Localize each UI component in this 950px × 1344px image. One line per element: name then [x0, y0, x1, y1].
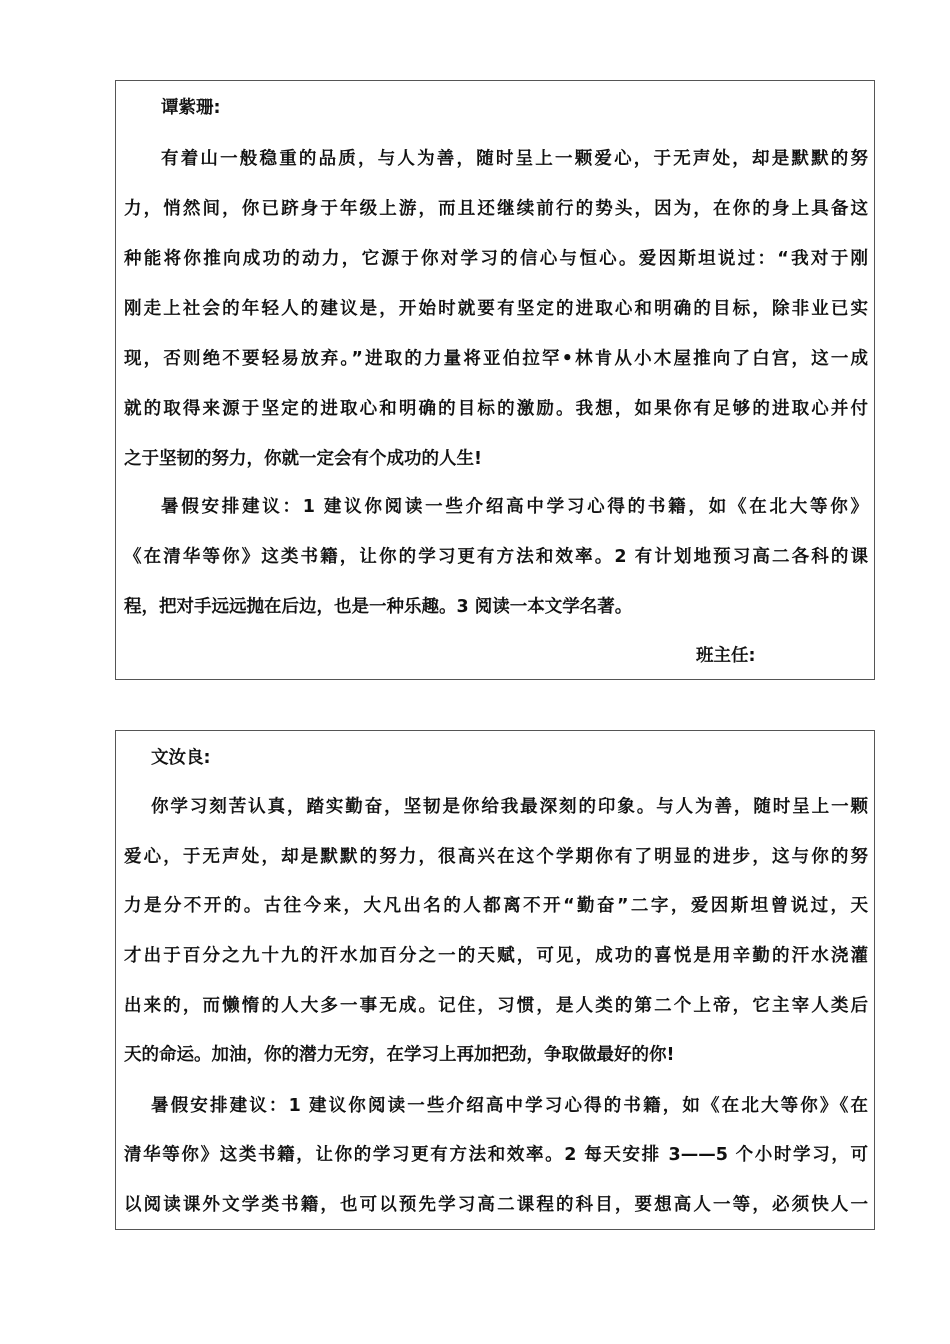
comment-box-2 [115, 730, 875, 1230]
comment-line: 有着山一般稳重的品质，与人为善，随时呈上一颗爱心，于无声处，却是默默的努 [161, 149, 868, 169]
comment-line: 力是分不开的。古往今来，大凡出名的人都离不开“勤奋”二字，爱因斯坦曾说过，天 [124, 896, 868, 916]
advice-line: 暑假安排建议：1 建议你阅读一些介绍高中学习心得的书籍，如《在北大等你》《在 [151, 1096, 868, 1116]
comment-line: 就的取得来源于坚定的进取心和明确的目标的激励。我想，如果你有足够的进取心并付 [124, 399, 868, 419]
comment-line: 你学习刻苦认真，踏实勤奋，坚韧是你给我最深刻的印象。与人为善，随时呈上一颗 [151, 797, 868, 817]
comment-line: 爱心，于无声处，却是默默的努力，很高兴在这个学期你有了明显的进步，这与你的努 [124, 847, 868, 867]
comment-box-1 [115, 80, 875, 680]
comment-line: 天的命运。加油，你的潜力无穷，在学习上再加把劲，争取做最好的你! [124, 1045, 675, 1065]
comment-line: 出来的，而懒惰的人大多一事无成。记住，习惯，是人类的第二个上帝，它主宰人类后 [124, 996, 868, 1016]
student-name: 文汝良: [151, 748, 211, 768]
comment-line: 才出于百分之九十九的汗水加百分之一的天赋，可见，成功的喜悦是用辛勤的汗水浇灌 [124, 946, 868, 966]
comment-line: 力，悄然间，你已跻身于年级上游，而且还继续前行的势头，因为，在你的身上具备这 [124, 199, 868, 219]
advice-line: 程，把对手远远抛在后边，也是一种乐趣。3 阅读一本文学名著。 [124, 597, 633, 617]
advice-line: 以阅读课外文学类书籍，也可以预先学习高二课程的科目，要想高人一等，必须快人一 [124, 1195, 868, 1215]
comment-line: 刚走上社会的年轻人的建议是，开始时就要有坚定的进取心和明确的目标，除非业已实 [124, 299, 868, 319]
student-name: 谭紫珊: [161, 98, 221, 118]
advice-line: 暑假安排建议：1 建议你阅读一些介绍高中学习心得的书籍，如《在北大等你》 [161, 497, 868, 517]
advice-line: 清华等你》这类书籍，让你的学习更有方法和效率。2 每天安排 3——5 个小时学习，可 [124, 1145, 868, 1165]
signature-label: 班主任: [696, 646, 756, 666]
advice-line: 《在清华等你》这类书籍，让你的学习更有方法和效率。2 有计划地预习高二各科的课 [124, 547, 868, 567]
comment-line: 种能将你推向成功的动力，它源于你对学习的信心与恒心。爱因斯坦说过：“我对于刚 [124, 249, 868, 269]
comment-line: 之于坚韧的努力，你就一定会有个成功的人生! [124, 449, 482, 469]
comment-line: 现，否则绝不要轻易放弃。”进取的力量将亚伯拉罕•林肯从小木屋推向了白宫，这一成 [124, 349, 868, 369]
